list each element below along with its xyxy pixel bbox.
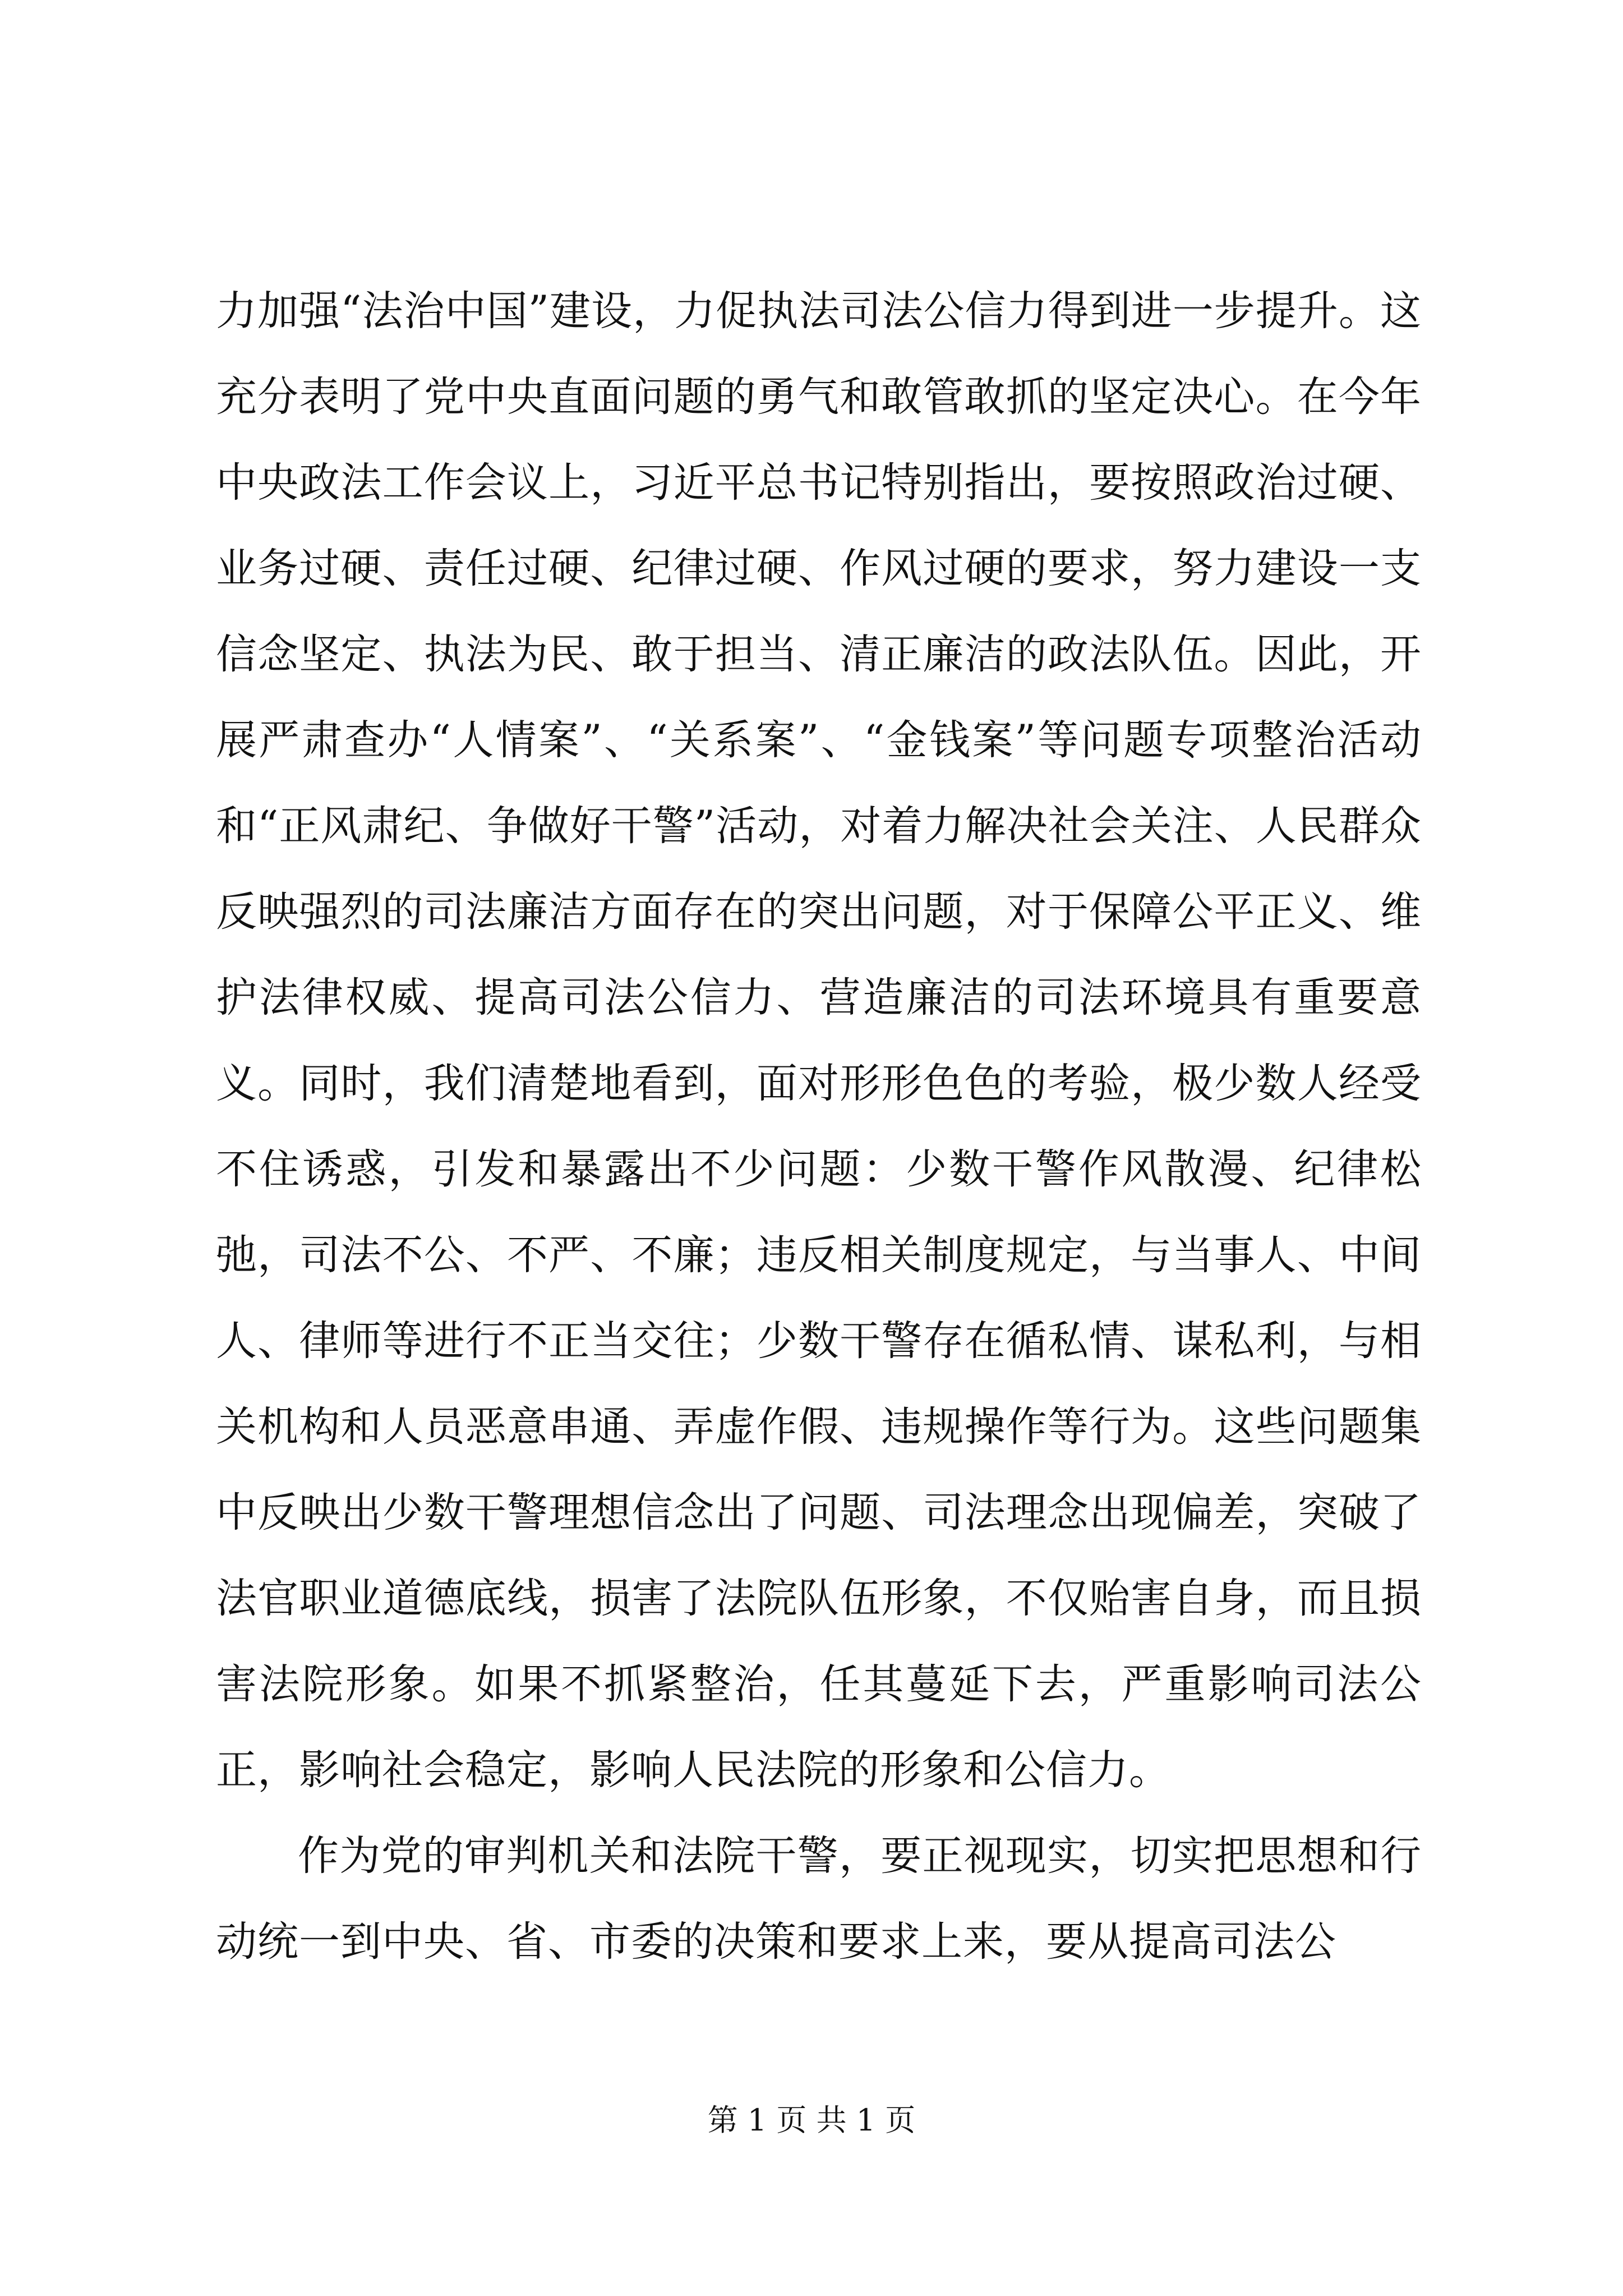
page-footer: 第 1 页 共 1 页 [707, 2102, 916, 2138]
paragraph-1: 力加强“法治中国”建设，力促执法司法公信力得到进一步提升。这充分表明了党中央直面问题的勇气和敢管敢抓的坚定决心。在今年中央政法工作会议上，习近平总书记特别指出，要按照政治过硬、业务过硬、责任过硬、纪律过硬、作风过硬的要求，努力建设一支信念坚定、执法为民、敢于担当、清正廉洁的政法队伍。因此，开展严肃查办“人情案”、“关系案”、“金钱案”等问题专项整治活动和“正风肃纪、争做好干警”活动，对着力解决社会关注、人民群众反映强烈的司法廉洁方面存在的突出问题，对于保障公平正义、维护法律权威、提高司法公信力、营造廉洁的司法环境具有重要意义。同时，我们清楚地看到，面对形形色色的考验，极少数人经受不住诱惑，引发和暴露出不少问题：少数干警作风散漫、纪律松弛，司法不公、不严、不廉；违反相关制度规定，与当事人、中间人、律师等进行不正当交往；少数干警存在循私情、谋私利，与相关机构和人员恶意串通、弄虚作假、违规操作等行为。这些问题集中反映出少数干警理想信念出了问题、司法理念出现偏差，突破了法官职业道德底线，损害了法院队伍形象，不仅贻害自身，而且损害法院形象。如果不抓紧整治，任其蔓延下去，严重影响司法公正，影响社会稳定，影响人民法院的形象和公信力。 [216, 287, 1422, 1794]
paragraph-2: 作为党的审判机关和法院干警，要正视现实，切实把思想和行动统一到中央、省、市委的决策和要求上来，要从提高司法公 [216, 1832, 1422, 1966]
document-body [216, 268, 1422, 1985]
